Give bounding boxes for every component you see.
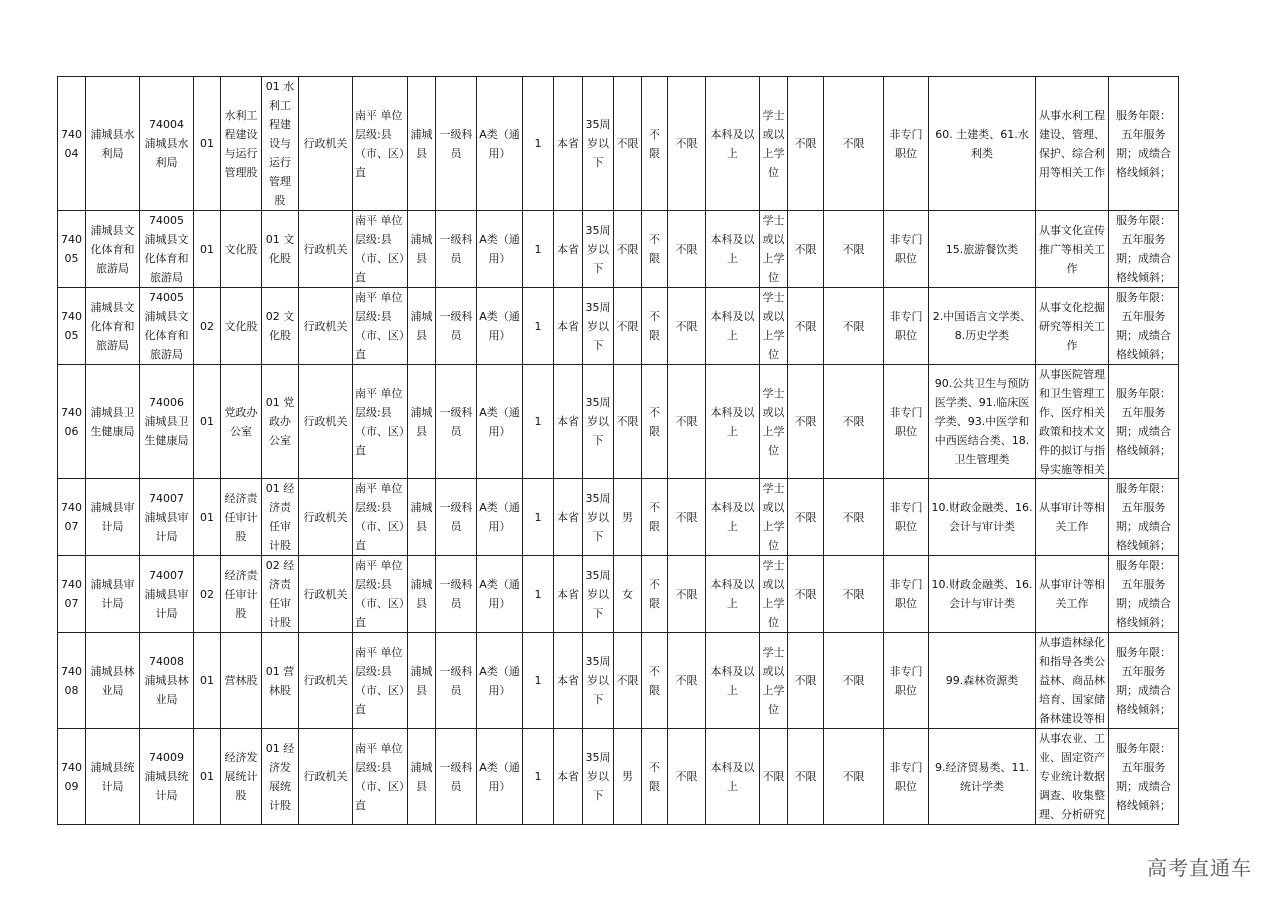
cell-degree: 学士或以上学位 — [760, 479, 788, 556]
cell-experience: 不限 — [788, 77, 824, 211]
cell-education: 本科及以上 — [706, 633, 760, 729]
cell-unit-level: 南平 单位层级:县（市、区）直 — [353, 729, 408, 825]
cell-unit-level: 南平 单位层级:县（市、区）直 — [353, 633, 408, 729]
cell-position-rank: 一级科员 — [436, 633, 477, 729]
cell-unit-level: 南平 单位层级:县（市、区）直 — [353, 211, 408, 288]
cell-job-code: 74008 — [58, 633, 86, 729]
cell-position-seq: 02 — [194, 288, 221, 365]
cell-position-rank: 一级科员 — [436, 365, 477, 479]
cell-exam-category: A类（通用） — [477, 365, 523, 479]
cell-education: 本科及以上 — [706, 479, 760, 556]
cell-remarks: 服务年限：五年服务期；成绩合格线倾斜； — [1109, 77, 1179, 211]
cell-remarks: 服务年限：五年服务期；成绩合格线倾斜； — [1109, 365, 1179, 479]
cell-unit-nature: 行政机关 — [299, 556, 353, 633]
cell-age: 35周岁以下 — [583, 365, 614, 479]
cell-gender: 不限 — [614, 211, 642, 288]
table-row — [58, 479, 1179, 556]
cell-position-name: 02 文化股 — [262, 288, 299, 365]
cell-unit-level: 南平 单位层级:县（市、区）直 — [353, 288, 408, 365]
cell-position-rank: 一级科员 — [436, 479, 477, 556]
cell-age: 35周岁以下 — [583, 633, 614, 729]
cell-degree: 学士或以上学位 — [760, 365, 788, 479]
cell-experience: 不限 — [788, 479, 824, 556]
cell-unit-name: 浦城县审计局 — [86, 479, 140, 556]
cell-domicile: 本省 — [554, 556, 583, 633]
cell-major: 10.财政金融类、16.会计与审计类 — [929, 479, 1036, 556]
cell-politics: 不限 — [668, 729, 706, 825]
cell-experience: 不限 — [788, 729, 824, 825]
cell-remarks: 服务年限：五年服务期；成绩合格线倾斜； — [1109, 633, 1179, 729]
cell-position-type: 非专门职位 — [884, 77, 929, 211]
cell-unit-code-name: 74007 浦城县审计局 — [140, 556, 194, 633]
cell-position-name: 01 营林股 — [262, 633, 299, 729]
cell-position-rank: 一级科员 — [436, 77, 477, 211]
cell-duties: 从事农业、工业、固定资产专业统计数据调查、收集整理、分析研究 — [1036, 729, 1109, 825]
cell-position-type: 非专门职位 — [884, 288, 929, 365]
cell-position-type: 非专门职位 — [884, 365, 929, 479]
cell-quota: 1 — [523, 729, 554, 825]
cell-politics: 不限 — [668, 77, 706, 211]
cell-unit-code-name: 74008 浦城县林业局 — [140, 633, 194, 729]
cell-district: 浦城县 — [408, 288, 436, 365]
cell-position-seq: 01 — [194, 479, 221, 556]
cell-other: 不限 — [824, 729, 884, 825]
cell-domicile: 本省 — [554, 288, 583, 365]
cell-unit-name: 浦城县林业局 — [86, 633, 140, 729]
cell-position-rank: 一级科员 — [436, 211, 477, 288]
cell-unit-name: 浦城县统计局 — [86, 729, 140, 825]
cell-job-code: 74005 — [58, 288, 86, 365]
cell-degree: 学士或以上学位 — [760, 288, 788, 365]
cell-age: 35周岁以下 — [583, 729, 614, 825]
cell-position-type: 非专门职位 — [884, 479, 929, 556]
cell-position-seq: 02 — [194, 556, 221, 633]
cell-position-type: 非专门职位 — [884, 729, 929, 825]
cell-ethnicity: 不限 — [642, 77, 668, 211]
cell-position-name: 01 党政办公室 — [262, 365, 299, 479]
cell-other: 不限 — [824, 633, 884, 729]
cell-other: 不限 — [824, 479, 884, 556]
cell-major: 99.森林资源类 — [929, 633, 1036, 729]
cell-district: 浦城县 — [408, 479, 436, 556]
cell-gender: 不限 — [614, 365, 642, 479]
cell-experience: 不限 — [788, 211, 824, 288]
cell-age: 35周岁以下 — [583, 77, 614, 211]
table-row — [58, 288, 1179, 365]
cell-other: 不限 — [824, 211, 884, 288]
cell-position-seq: 01 — [194, 77, 221, 211]
cell-unit-nature: 行政机关 — [299, 365, 353, 479]
cell-other: 不限 — [824, 365, 884, 479]
cell-job-code: 74007 — [58, 479, 86, 556]
cell-position-seq: 01 — [194, 633, 221, 729]
cell-dept-name: 文化股 — [221, 288, 262, 365]
cell-district: 浦城县 — [408, 211, 436, 288]
table-row — [58, 77, 1179, 211]
cell-exam-category: A类（通用） — [477, 479, 523, 556]
cell-unit-code-name: 74007 浦城县审计局 — [140, 479, 194, 556]
cell-experience: 不限 — [788, 633, 824, 729]
cell-duties: 从事文化挖掘研究等相关工作 — [1036, 288, 1109, 365]
cell-domicile: 本省 — [554, 633, 583, 729]
cell-education: 本科及以上 — [706, 556, 760, 633]
table-row — [58, 633, 1179, 729]
cell-age: 35周岁以下 — [583, 556, 614, 633]
cell-education: 本科及以上 — [706, 729, 760, 825]
cell-other: 不限 — [824, 556, 884, 633]
cell-dept-name: 党政办公室 — [221, 365, 262, 479]
cell-position-rank: 一级科员 — [436, 729, 477, 825]
cell-job-code: 74009 — [58, 729, 86, 825]
cell-dept-name: 水利工程建设与运行管理股 — [221, 77, 262, 211]
cell-other: 不限 — [824, 288, 884, 365]
table-row — [58, 556, 1179, 633]
cell-major: 60. 土建类、61.水利类 — [929, 77, 1036, 211]
cell-age: 35周岁以下 — [583, 479, 614, 556]
cell-unit-name: 浦城县文化体育和旅游局 — [86, 211, 140, 288]
cell-major: 90.公共卫生与预防医学类、91.临床医学类、93.中医学和中西医结合类、18.卫生管理类 — [929, 365, 1036, 479]
cell-duties: 从事医院管理和卫生管理工作、医疗相关政策和技术文件的拟订与指导实施等相关 — [1036, 365, 1109, 479]
cell-position-name: 01 文化股 — [262, 211, 299, 288]
cell-position-rank: 一级科员 — [436, 288, 477, 365]
cell-district: 浦城县 — [408, 556, 436, 633]
cell-unit-code-name: 74009 浦城县统计局 — [140, 729, 194, 825]
cell-exam-category: A类（通用） — [477, 211, 523, 288]
cell-position-seq: 01 — [194, 365, 221, 479]
cell-quota: 1 — [523, 77, 554, 211]
cell-domicile: 本省 — [554, 211, 583, 288]
cell-duties: 从事审计等相关工作 — [1036, 479, 1109, 556]
cell-unit-code-name: 74005 浦城县文化体育和旅游局 — [140, 288, 194, 365]
cell-major: 10.财政金融类、16.会计与审计类 — [929, 556, 1036, 633]
cell-unit-nature: 行政机关 — [299, 633, 353, 729]
cell-quota: 1 — [523, 365, 554, 479]
cell-remarks: 服务年限：五年服务期；成绩合格线倾斜； — [1109, 288, 1179, 365]
cell-gender: 不限 — [614, 77, 642, 211]
cell-politics: 不限 — [668, 633, 706, 729]
cell-degree: 学士或以上学位 — [760, 211, 788, 288]
cell-degree: 学士或以上学位 — [760, 556, 788, 633]
cell-duties: 从事水利工程建设、管理、保护、综合利用等相关工作 — [1036, 77, 1109, 211]
cell-dept-name: 经济发展统计股 — [221, 729, 262, 825]
cell-unit-name: 浦城县审计局 — [86, 556, 140, 633]
cell-unit-code-name: 74006 浦城县卫生健康局 — [140, 365, 194, 479]
cell-exam-category: A类（通用） — [477, 633, 523, 729]
cell-unit-nature: 行政机关 — [299, 77, 353, 211]
cell-ethnicity: 不限 — [642, 729, 668, 825]
cell-unit-code-name: 74005 浦城县文化体育和旅游局 — [140, 211, 194, 288]
cell-remarks: 服务年限：五年服务期；成绩合格线倾斜； — [1109, 479, 1179, 556]
cell-job-code: 74005 — [58, 211, 86, 288]
cell-quota: 1 — [523, 479, 554, 556]
cell-gender: 不限 — [614, 633, 642, 729]
cell-education: 本科及以上 — [706, 365, 760, 479]
cell-domicile: 本省 — [554, 365, 583, 479]
cell-degree: 学士或以上学位 — [760, 77, 788, 211]
cell-experience: 不限 — [788, 365, 824, 479]
cell-unit-nature: 行政机关 — [299, 479, 353, 556]
cell-unit-name: 浦城县水利局 — [86, 77, 140, 211]
cell-position-name: 01 经济发展统计股 — [262, 729, 299, 825]
cell-major: 2.中国语言文学类、8.历史学类 — [929, 288, 1036, 365]
cell-job-code: 74006 — [58, 365, 86, 479]
cell-gender: 男 — [614, 479, 642, 556]
cell-remarks: 服务年限：五年服务期；成绩合格线倾斜； — [1109, 211, 1179, 288]
cell-gender: 不限 — [614, 288, 642, 365]
cell-unit-nature: 行政机关 — [299, 288, 353, 365]
cell-district: 浦城县 — [408, 633, 436, 729]
cell-unit-nature: 行政机关 — [299, 211, 353, 288]
cell-remarks: 服务年限：五年服务期；成绩合格线倾斜； — [1109, 729, 1179, 825]
cell-position-seq: 01 — [194, 729, 221, 825]
cell-other: 不限 — [824, 77, 884, 211]
cell-degree: 学士或以上学位 — [760, 633, 788, 729]
cell-age: 35周岁以下 — [583, 288, 614, 365]
cell-major: 9.经济贸易类、11.统计学类 — [929, 729, 1036, 825]
cell-quota: 1 — [523, 633, 554, 729]
cell-exam-category: A类（通用） — [477, 556, 523, 633]
cell-duties: 从事造林绿化和指导各类公益林、商品林培育、国家储备林建设等相 — [1036, 633, 1109, 729]
cell-ethnicity: 不限 — [642, 365, 668, 479]
cell-ethnicity: 不限 — [642, 556, 668, 633]
table-body — [58, 77, 1179, 825]
cell-politics: 不限 — [668, 479, 706, 556]
cell-position-type: 非专门职位 — [884, 556, 929, 633]
cell-domicile: 本省 — [554, 479, 583, 556]
cell-unit-level: 南平 单位层级:县（市、区）直 — [353, 556, 408, 633]
cell-major: 15.旅游餐饮类 — [929, 211, 1036, 288]
cell-dept-name: 营林股 — [221, 633, 262, 729]
cell-quota: 1 — [523, 288, 554, 365]
cell-experience: 不限 — [788, 556, 824, 633]
cell-quota: 1 — [523, 556, 554, 633]
cell-experience: 不限 — [788, 288, 824, 365]
cell-position-name: 02 经济责任审计股 — [262, 556, 299, 633]
table-row — [58, 211, 1179, 288]
cell-dept-name: 文化股 — [221, 211, 262, 288]
cell-politics: 不限 — [668, 556, 706, 633]
cell-education: 本科及以上 — [706, 211, 760, 288]
table-row — [58, 365, 1179, 479]
cell-ethnicity: 不限 — [642, 211, 668, 288]
cell-job-code: 74007 — [58, 556, 86, 633]
cell-position-name: 01 经济责任审计股 — [262, 479, 299, 556]
cell-education: 本科及以上 — [706, 77, 760, 211]
cell-position-name: 01 水利工程建设与运行管理股 — [262, 77, 299, 211]
cell-unit-nature: 行政机关 — [299, 729, 353, 825]
cell-dept-name: 经济责任审计股 — [221, 556, 262, 633]
cell-politics: 不限 — [668, 288, 706, 365]
cell-ethnicity: 不限 — [642, 633, 668, 729]
cell-domicile: 本省 — [554, 729, 583, 825]
cell-job-code: 74004 — [58, 77, 86, 211]
cell-district: 浦城县 — [408, 77, 436, 211]
cell-position-type: 非专门职位 — [884, 633, 929, 729]
cell-unit-level: 南平 单位层级:县（市、区）直 — [353, 479, 408, 556]
cell-position-type: 非专门职位 — [884, 211, 929, 288]
recruitment-table — [57, 76, 1179, 825]
cell-unit-level: 南平 单位层级:县（市、区）直 — [353, 77, 408, 211]
cell-ethnicity: 不限 — [642, 479, 668, 556]
table-row — [58, 729, 1179, 825]
cell-exam-category: A类（通用） — [477, 729, 523, 825]
cell-gender: 女 — [614, 556, 642, 633]
cell-politics: 不限 — [668, 365, 706, 479]
cell-unit-name: 浦城县文化体育和旅游局 — [86, 288, 140, 365]
cell-district: 浦城县 — [408, 729, 436, 825]
cell-age: 35周岁以下 — [583, 211, 614, 288]
cell-position-seq: 01 — [194, 211, 221, 288]
cell-position-rank: 一级科员 — [436, 556, 477, 633]
cell-education: 本科及以上 — [706, 288, 760, 365]
cell-gender: 男 — [614, 729, 642, 825]
cell-duties: 从事审计等相关工作 — [1036, 556, 1109, 633]
cell-quota: 1 — [523, 211, 554, 288]
cell-domicile: 本省 — [554, 77, 583, 211]
cell-district: 浦城县 — [408, 365, 436, 479]
cell-exam-category: A类（通用） — [477, 288, 523, 365]
cell-degree: 不限 — [760, 729, 788, 825]
cell-politics: 不限 — [668, 211, 706, 288]
cell-duties: 从事文化宣传推广等相关工作 — [1036, 211, 1109, 288]
cell-unit-name: 浦城县卫生健康局 — [86, 365, 140, 479]
cell-unit-code-name: 74004 浦城县水利局 — [140, 77, 194, 211]
cell-dept-name: 经济责任审计股 — [221, 479, 262, 556]
cell-remarks: 服务年限：五年服务期；成绩合格线倾斜； — [1109, 556, 1179, 633]
cell-unit-level: 南平 单位层级:县（市、区）直 — [353, 365, 408, 479]
cell-ethnicity: 不限 — [642, 288, 668, 365]
watermark: 高考直通车 — [1147, 856, 1252, 880]
cell-exam-category: A类（通用） — [477, 77, 523, 211]
